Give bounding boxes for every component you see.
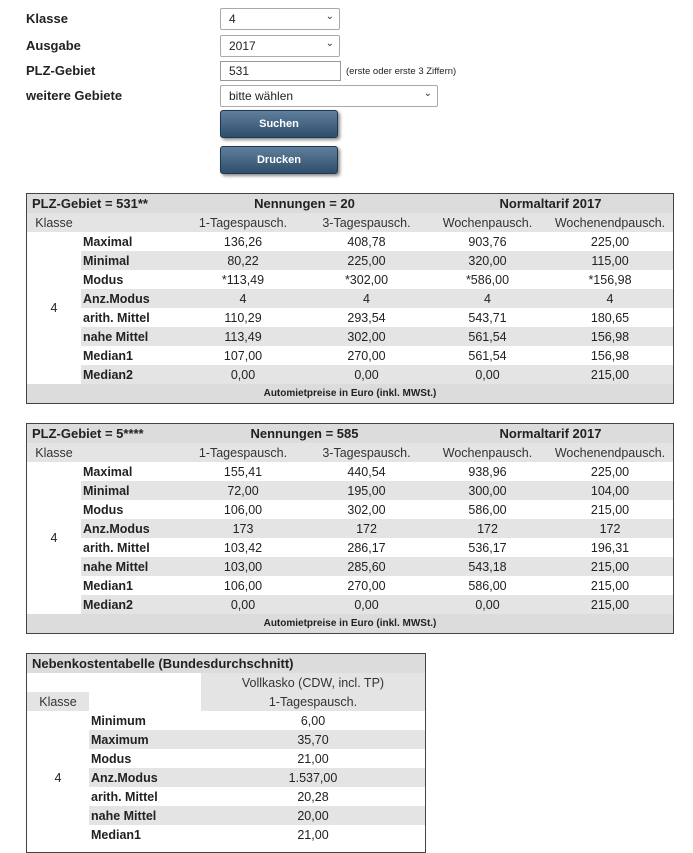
- column-header: 3-Tagespausch.: [322, 215, 411, 230]
- table-cell: 215,00: [547, 557, 673, 576]
- table-cell: 6,00: [300, 713, 326, 728]
- row-label: Minimal: [81, 251, 181, 270]
- table-cell: 4: [181, 289, 305, 308]
- klasse-column-header: Klasse: [35, 215, 73, 230]
- table-row: [27, 346, 673, 365]
- table-cell: 80,22: [181, 251, 305, 270]
- klasse-value: 4: [27, 462, 81, 614]
- ausgabe-select-value: 2017: [229, 39, 256, 53]
- table-row: [27, 500, 673, 519]
- table-cell: 103,00: [181, 557, 305, 576]
- table-cell: 173: [181, 519, 305, 538]
- table-cell: 903,76: [468, 234, 507, 249]
- table-cell: 302,00: [347, 502, 386, 517]
- table-cell: 215,00: [590, 578, 630, 593]
- row-label: Anz.Modus: [89, 768, 201, 787]
- table-cell: *586,00: [465, 272, 510, 287]
- row-label: Maximum: [89, 730, 201, 749]
- table-cell: 195,00: [305, 481, 428, 500]
- plz-gebiet-title: PLZ-Gebiet = 531**: [27, 194, 181, 213]
- table-cell: 225,00: [590, 464, 630, 479]
- table-cell: 155,41: [223, 464, 263, 479]
- klasse-column-header: Klasse: [27, 692, 89, 711]
- weitere-gebiete-select[interactable]: [220, 85, 438, 107]
- row-label: Median1: [91, 827, 142, 842]
- row-label: Median1: [83, 348, 134, 363]
- row-label: Median2: [81, 595, 181, 614]
- chevron-down-icon: ⌄: [423, 88, 432, 99]
- plz-hint: (erste oder erste 3 Ziffern): [346, 66, 457, 77]
- table-cell: 543,71: [468, 310, 507, 325]
- ausgabe-select[interactable]: [220, 35, 340, 57]
- table-cell: 561,54: [468, 348, 507, 363]
- table-cell: 113,49: [181, 327, 305, 346]
- row-label: Median2: [81, 365, 181, 384]
- table-cell: *113,49: [221, 272, 265, 287]
- klasse-value: 4: [27, 232, 81, 384]
- row-label: Anz.Modus: [81, 519, 181, 538]
- row-label: arith. Mittel: [83, 540, 150, 555]
- table-row: [27, 232, 673, 251]
- table-cell: 285,60: [305, 557, 428, 576]
- row-label: nahe Mittel: [89, 806, 201, 825]
- table-cell: 4: [305, 289, 428, 308]
- table-cell: 4: [428, 289, 547, 308]
- table-cell: 20,00: [201, 806, 425, 825]
- column-header: 1-Tagespausch.: [201, 692, 425, 711]
- table-cell: 300,00: [428, 481, 547, 500]
- table-cell: 408,78: [347, 234, 386, 249]
- table-cell: *156,98: [588, 272, 632, 287]
- plz-label: PLZ-Gebiet: [26, 63, 96, 78]
- row-label: Median1: [83, 578, 134, 593]
- nennungen-count: Nennungen = 20: [181, 194, 428, 213]
- table-cell: 196,31: [590, 540, 630, 555]
- table-row: [27, 595, 673, 614]
- ausgabe-label: Ausgabe: [26, 38, 81, 53]
- table-cell: 543,18: [428, 557, 547, 576]
- column-header: Wochenendpausch.: [554, 445, 666, 460]
- table-cell: 106,00: [223, 502, 263, 517]
- table-cell: 586,00: [468, 578, 507, 593]
- table-cell: 320,00: [428, 251, 547, 270]
- row-label: Modus: [83, 272, 124, 287]
- weitere-gebiete-select-value: bitte wählen: [229, 89, 294, 103]
- table-cell: 225,00: [305, 251, 428, 270]
- table-cell: 215,00: [547, 595, 673, 614]
- nebenkosten-table: [26, 653, 426, 853]
- table-cell: 270,00: [347, 348, 386, 363]
- table-cell: 35,70: [201, 730, 425, 749]
- table-row: [27, 462, 673, 481]
- table-cell: 4: [547, 289, 673, 308]
- table-row: [27, 538, 673, 557]
- column-header: 1-Tagespausch.: [198, 215, 288, 230]
- table-cell: 110,29: [224, 310, 262, 325]
- row-label: arith. Mittel: [91, 789, 158, 804]
- row-label: nahe Mittel: [81, 327, 181, 346]
- row-label: Modus: [91, 751, 132, 766]
- row-label: Maximal: [83, 234, 133, 249]
- table-cell: 172: [305, 519, 428, 538]
- table-cell: 0,00: [428, 365, 547, 384]
- column-header: Wochenpausch.: [442, 445, 533, 460]
- plz-gebiet-title: PLZ-Gebiet = 5****: [27, 424, 181, 443]
- klasse-select-value: 4: [229, 12, 236, 26]
- table-row: [27, 308, 673, 327]
- table-cell: 180,65: [590, 310, 630, 325]
- table-row: [27, 711, 425, 730]
- weitere-gebiete-label: weitere Gebiete: [26, 88, 123, 103]
- table-cell: 302,00: [305, 327, 428, 346]
- search-button[interactable]: Suchen: [220, 110, 338, 138]
- table-row: [27, 251, 673, 270]
- table-cell: 938,96: [468, 464, 507, 479]
- table-cell: 215,00: [590, 502, 630, 517]
- klasse-select[interactable]: [220, 8, 340, 30]
- table-cell: 103,42: [223, 540, 263, 555]
- plz-input[interactable]: 531: [220, 61, 341, 81]
- table-cell: 0,00: [305, 365, 428, 384]
- table-row: [27, 519, 673, 538]
- tarif-title: Normaltarif 2017: [428, 194, 673, 213]
- table-cell: 1.537,00: [201, 768, 425, 787]
- table-cell: 0,00: [305, 595, 428, 614]
- table-cell: 156,98: [547, 327, 673, 346]
- table-cell: 21,00: [297, 751, 329, 766]
- row-label: Minimal: [81, 481, 181, 500]
- table-row: [27, 365, 673, 384]
- coverage-header: Vollkasko (CDW, incl. TP): [201, 673, 425, 692]
- results-table-plz-531: [26, 193, 674, 404]
- tarif-title: Normaltarif 2017: [428, 424, 673, 443]
- table-row: [27, 576, 673, 595]
- column-header: 3-Tagespausch.: [322, 445, 411, 460]
- table-cell: 115,00: [547, 251, 673, 270]
- table-cell: 107,00: [223, 348, 263, 363]
- table-row: [27, 327, 673, 346]
- nennungen-count: Nennungen = 585: [181, 424, 428, 443]
- table-cell: 561,54: [428, 327, 547, 346]
- chevron-down-icon: ⌄: [325, 11, 334, 22]
- table-cell: 106,00: [223, 578, 263, 593]
- table-cell: 440,54: [347, 464, 386, 479]
- klasse-column-header: Klasse: [35, 445, 73, 460]
- klasse-label: Klasse: [26, 11, 68, 26]
- table-cell: 136,26: [223, 234, 263, 249]
- table-row: [27, 557, 673, 576]
- table-cell: 104,00: [547, 481, 673, 500]
- table-cell: 156,98: [590, 348, 630, 363]
- print-button[interactable]: Drucken: [220, 146, 338, 174]
- row-label: arith. Mittel: [83, 310, 150, 325]
- table-cell: 586,00: [468, 502, 507, 517]
- table-cell: 172: [547, 519, 673, 538]
- table-cell: 0,00: [181, 365, 305, 384]
- row-label: Minimum: [91, 713, 146, 728]
- table-row: [27, 270, 673, 289]
- klasse-value: 4: [27, 711, 89, 844]
- row-label: Anz.Modus: [81, 289, 181, 308]
- row-label: Maximal: [83, 464, 133, 479]
- table-cell: 536,17: [468, 540, 507, 555]
- column-header: Wochenpausch.: [442, 215, 533, 230]
- table-cell: 0,00: [181, 595, 305, 614]
- column-header: Wochenendpausch.: [554, 215, 666, 230]
- table-cell: 72,00: [181, 481, 305, 500]
- table-cell: 172: [428, 519, 547, 538]
- table-row: [27, 481, 673, 500]
- row-label: Modus: [83, 502, 124, 517]
- table-cell: 215,00: [547, 365, 673, 384]
- table-cell: 21,00: [297, 827, 329, 842]
- row-label: nahe Mittel: [81, 557, 181, 576]
- table-footer: Automietpreise in Euro (inkl. MWSt.): [27, 614, 673, 633]
- nebenkosten-title: Nebenkostentabelle (Bundesdurchschnitt): [27, 654, 425, 673]
- results-table-plz-5: [26, 423, 674, 634]
- table-cell: 293,54: [347, 310, 386, 325]
- table-cell: 0,00: [428, 595, 547, 614]
- table-footer: Automietpreise in Euro (inkl. MWSt.): [27, 384, 673, 403]
- table-row: [27, 289, 673, 308]
- table-cell: *302,00: [344, 272, 389, 287]
- chevron-down-icon: ⌄: [325, 38, 334, 49]
- table-cell: 20,28: [297, 789, 329, 804]
- table-cell: 286,17: [347, 540, 386, 555]
- table-cell: 270,00: [347, 578, 386, 593]
- column-header: 1-Tagespausch.: [198, 445, 288, 460]
- table-cell: 225,00: [590, 234, 630, 249]
